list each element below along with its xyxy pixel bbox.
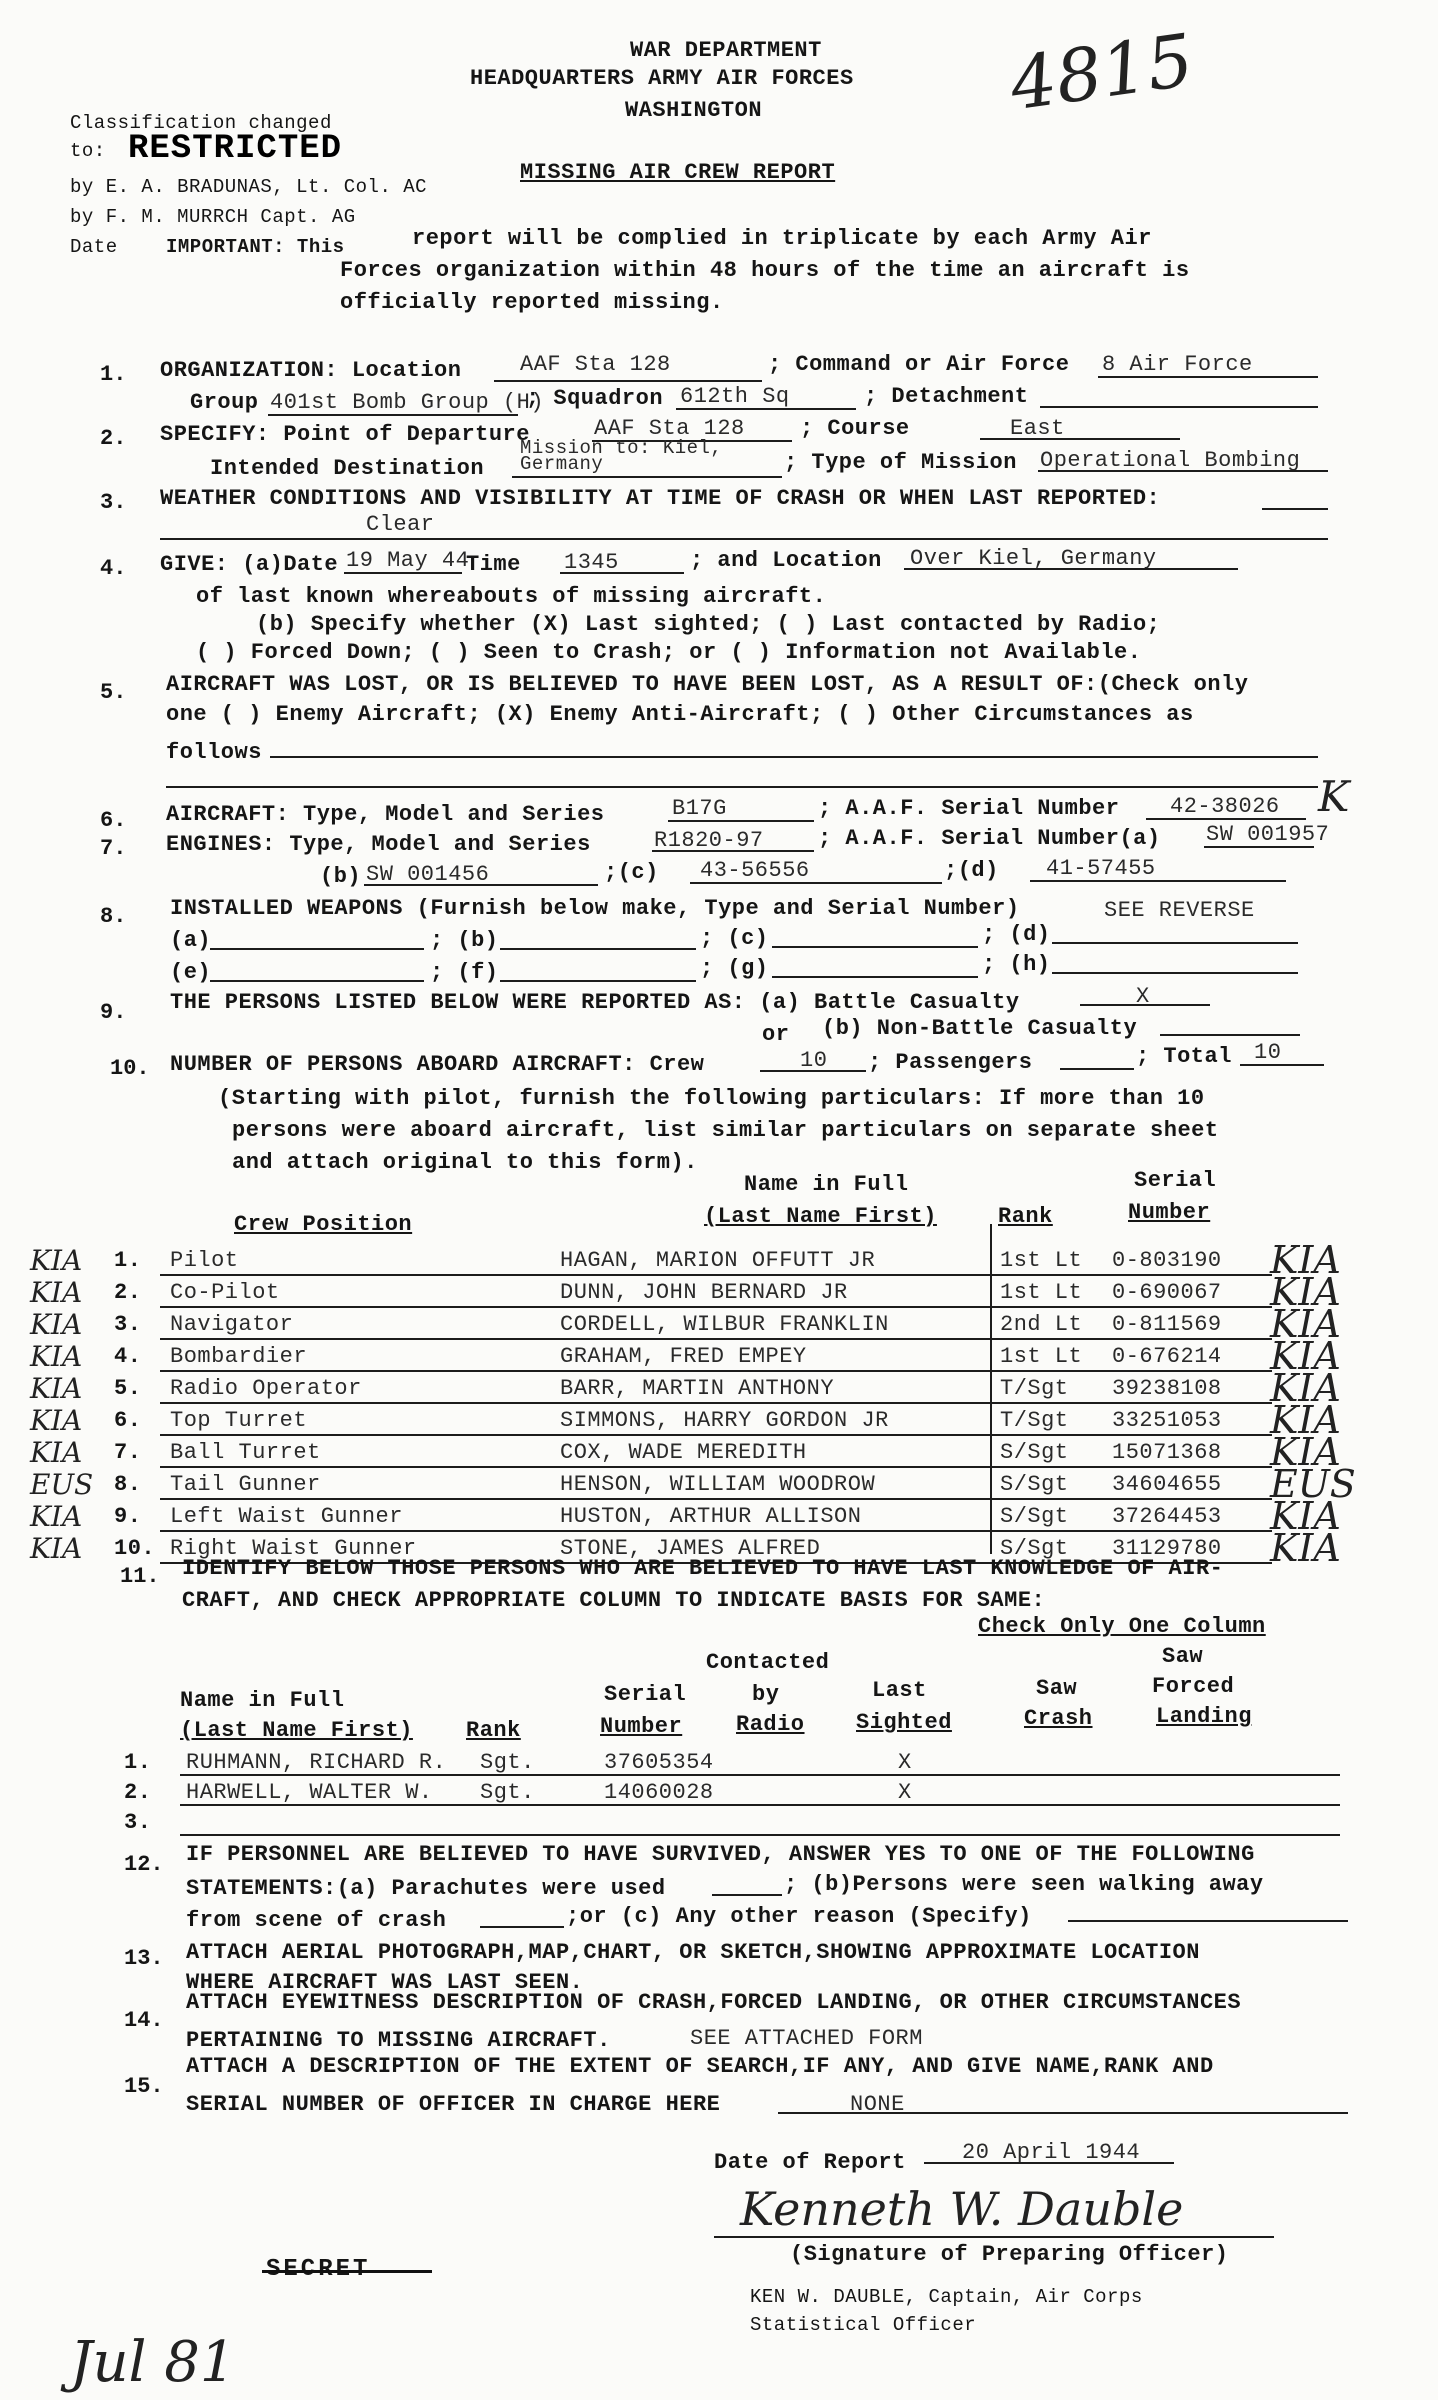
crew-name: HUSTON, ARTHUR ALLISON <box>560 1504 862 1529</box>
classification-to: to: <box>70 140 106 162</box>
item-5-line-b <box>166 786 1318 788</box>
signature-line <box>714 2236 1274 2238</box>
weapon-h-line <box>1052 972 1298 974</box>
battle-casualty-line <box>1080 1004 1210 1006</box>
course-line <box>980 438 1180 440</box>
crew-rank: S/Sgt <box>1000 1440 1069 1465</box>
crew-name: COX, WADE MEREDITH <box>560 1440 807 1465</box>
item-12-number: 12. <box>124 1852 164 1877</box>
loss-date: 19 May 44 <box>346 548 470 573</box>
loss-time: 1345 <box>564 550 619 575</box>
crew-name: GRAHAM, FRED EMPEY <box>560 1344 807 1369</box>
serial-header-bottom: Number <box>1128 1200 1211 1225</box>
knowledge-last-sighted: X <box>898 1780 912 1805</box>
item-10-line-3: persons were aboard aircraft, list similar particulars on separate sheet <box>232 1118 1219 1143</box>
survived-line-1: IF PERSONNEL ARE BELIEVED TO HAVE SURVIVED, ANSWER YES TO ONE OF THE FOLLOWING <box>186 1842 1255 1867</box>
course-label: ; Course <box>800 416 910 441</box>
crew-name: STONE, JAMES ALFRED <box>560 1536 821 1561</box>
weapon-b-line <box>500 948 696 950</box>
total-label: ; Total <box>1136 1044 1232 1069</box>
engine-type: R1820-97 <box>654 828 764 853</box>
crew-position: Pilot <box>170 1248 239 1273</box>
important-note: IMPORTANT: This <box>166 236 345 258</box>
item-10-line-4: and attach original to this form). <box>232 1150 698 1175</box>
classified-by-2: by F. M. MURRCH Capt. AG <box>70 206 356 228</box>
city-heading: WASHINGTON <box>625 98 763 123</box>
item-1-number: 1. <box>100 362 127 387</box>
survived-line-3b: ;or (c) Any other reason (Specify) <box>566 1904 1032 1929</box>
crew-line <box>760 1070 866 1072</box>
item-5-line <box>270 756 1318 758</box>
crew-row-number: 7. <box>114 1440 142 1465</box>
loss-location: Over Kiel, Germany <box>910 546 1157 571</box>
survived-line-2b: ; (b)Persons were seen walking away <box>784 1872 1264 1897</box>
signature-caption: (Signature of Preparing Officer) <box>790 2242 1229 2267</box>
instructions-2: Forces organization within 48 hours of the time an aircraft is <box>340 258 1190 283</box>
engine-c-line <box>690 882 942 884</box>
crew-serial: 33251053 <box>1112 1408 1222 1433</box>
time-line <box>560 572 684 574</box>
group-label: Group <box>190 390 259 415</box>
aircraft-label: AIRCRAFT: Type, Model and Series <box>166 802 605 827</box>
item-13-number: 13. <box>124 1946 164 1971</box>
date-line <box>344 572 462 574</box>
crew-status-note: KIA <box>1270 1270 1341 1314</box>
item-10-line-2: (Starting with pilot, furnish the following particulars: If more than 10 <box>218 1086 1205 1111</box>
location-line <box>494 380 762 382</box>
crew-position: Navigator <box>170 1312 294 1337</box>
crew-position: Co-Pilot <box>170 1280 280 1305</box>
aircraft-hand-mark: K <box>1318 772 1350 821</box>
rank-column-rule <box>990 1224 992 1554</box>
crew-row-number: 1. <box>114 1248 142 1273</box>
item-5-line-3: follows <box>166 740 262 765</box>
instructions-3: officially reported missing. <box>340 290 724 315</box>
crew-margin-note: KIA <box>30 1404 83 1437</box>
search-value: NONE <box>850 2092 905 2117</box>
crew-name: SIMMONS, HARRY GORDON JR <box>560 1408 889 1433</box>
hand-number: 4815 <box>1005 17 1199 127</box>
crew-rank: 2nd Lt <box>1000 1312 1083 1337</box>
crew-row-rule <box>160 1498 1272 1500</box>
engine-serial-a: SW 001957 <box>1206 822 1330 847</box>
department-heading: WAR DEPARTMENT <box>630 38 822 63</box>
command-line <box>1098 376 1318 378</box>
preparing-officer-name: KEN W. DAUBLE, Captain, Air Corps <box>750 2286 1143 2308</box>
total-count: 10 <box>1254 1040 1282 1065</box>
engine-d-label: ;(d) <box>944 858 999 883</box>
weapon-d-line <box>1052 942 1298 944</box>
crew-row-number: 5. <box>114 1376 142 1401</box>
weapon-f-label: ; (f) <box>430 960 499 985</box>
engine-b-line <box>364 884 598 886</box>
knowledge-last-sighted: X <box>898 1750 912 1775</box>
crew-name: CORDELL, WILBUR FRANKLIN <box>560 1312 889 1337</box>
weather-value: Clear <box>366 512 435 537</box>
k-radio-header-mid: by <box>752 1682 780 1707</box>
crew-rank: T/Sgt <box>1000 1376 1069 1401</box>
item-10-number: 10. <box>110 1056 150 1081</box>
item-15-number: 15. <box>124 2074 164 2099</box>
item-7-number: 7. <box>100 836 127 861</box>
other-reason-line <box>1068 1920 1348 1922</box>
crew-position: Radio Operator <box>170 1376 362 1401</box>
crew-row-rule <box>160 1402 1272 1404</box>
crew-serial: 0-811569 <box>1112 1312 1222 1337</box>
weapon-a-line <box>210 948 424 950</box>
knowledge-row-number: 1. <box>124 1750 152 1775</box>
crew-position: Ball Turret <box>170 1440 321 1465</box>
crew-position: Left Waist Gunner <box>170 1504 403 1529</box>
aircraft-type-line <box>668 820 814 822</box>
crew-rank: 1st Lt <box>1000 1344 1083 1369</box>
crew-rank: S/Sgt <box>1000 1536 1069 1561</box>
destination-value: Mission to: Kiel, Germany <box>520 437 723 475</box>
crew-status-note: KIA <box>1270 1398 1341 1442</box>
k-crash-header-top: Saw <box>1036 1676 1078 1701</box>
crew-status-note: KIA <box>1270 1430 1341 1474</box>
weather-line-1 <box>1262 508 1328 510</box>
crew-position: Bombardier <box>170 1344 308 1369</box>
k-forced-header-mid: Forced <box>1152 1674 1235 1699</box>
crew-rank: S/Sgt <box>1000 1472 1069 1497</box>
non-battle-line <box>1160 1034 1300 1036</box>
k-serial-header-bottom: Number <box>600 1714 683 1739</box>
aircraft-serial-line <box>1146 818 1306 820</box>
knowledge-row-number: 2. <box>124 1780 152 1805</box>
item-4-line-2: of last known whereabouts of missing aircraft. <box>196 584 827 609</box>
crew-margin-note: KIA <box>30 1244 83 1277</box>
weapon-g-label: ; (g) <box>700 956 769 981</box>
weapon-e-line <box>210 980 424 982</box>
aircraft-serial: 42-38026 <box>1170 794 1280 819</box>
crew-status-note: KIA <box>1270 1334 1341 1378</box>
instructions-1: report will be complied in triplicate by each Army Air <box>412 226 1152 251</box>
classified-by-1: by E. A. BRADUNAS, Lt. Col. AC <box>70 176 428 198</box>
crew-position: Top Turret <box>170 1408 308 1433</box>
item-9-number: 9. <box>100 1000 127 1025</box>
weather-line-2 <box>160 538 1328 540</box>
crew-serial: 15071368 <box>1112 1440 1222 1465</box>
engine-a-line <box>1204 846 1314 848</box>
secret-marking: SECRET <box>266 2256 371 2283</box>
knowledge-row-rule <box>180 1804 1340 1806</box>
crew-row-number: 6. <box>114 1408 142 1433</box>
classification-date-label: Date <box>70 236 118 258</box>
date-of-report-label: Date of Report <box>714 2150 906 2175</box>
form-title: MISSING AIR CREW REPORT <box>520 160 836 185</box>
crew-margin-note: KIA <box>30 1532 83 1565</box>
engine-serial-label: ; A.A.F. Serial Number(a) <box>818 826 1161 851</box>
loss-location-line <box>904 568 1238 570</box>
item-5-line-1: AIRCRAFT WAS LOST, OR IS BELIEVED TO HAVE BEEN LOST, AS A RESULT OF:(Check only <box>166 672 1249 697</box>
aircraft-type: B17G <box>672 796 727 821</box>
crew-name: HENSON, WILLIAM WOODROW <box>560 1472 876 1497</box>
crew-name: HAGAN, MARION OFFUTT JR <box>560 1248 876 1273</box>
k-sighted-header-bottom: Sighted <box>856 1710 952 1735</box>
crew-row-number: 4. <box>114 1344 142 1369</box>
engine-d-line <box>1030 880 1286 882</box>
crew-status-note: EUS <box>1270 1462 1356 1506</box>
crew-position: Tail Gunner <box>170 1472 321 1497</box>
search-line <box>778 2112 1348 2114</box>
organization-label: ORGANIZATION: Location <box>160 358 462 383</box>
weapon-a-label: (a) <box>170 928 212 953</box>
crew-name: DUNN, JOHN BERNARD JR <box>560 1280 848 1305</box>
photograph-line-2: WHERE AIRCRAFT WAS LAST SEEN. <box>186 1970 584 1995</box>
crew-serial: 34604655 <box>1112 1472 1222 1497</box>
knowledge-serial: 14060028 <box>604 1780 714 1805</box>
engine-b-label: (b) <box>320 864 362 889</box>
crew-margin-note: KIA <box>30 1500 83 1533</box>
engine-type-line <box>652 850 814 852</box>
weapon-c-label: ; (c) <box>700 926 769 951</box>
organization-location: AAF Sta 128 <box>520 352 671 377</box>
crew-rank: 1st Lt <box>1000 1248 1083 1273</box>
item-3-number: 3. <box>100 490 127 515</box>
hq-heading: HEADQUARTERS ARMY AIR FORCES <box>470 66 854 91</box>
item-5-number: 5. <box>100 680 127 705</box>
crew-margin-note: KIA <box>30 1276 83 1309</box>
casualty-or: or <box>762 1022 790 1047</box>
crew-serial: 0-690067 <box>1112 1280 1222 1305</box>
weapon-e-label: (e) <box>170 960 212 985</box>
aircraft-serial-label: ; A.A.F. Serial Number <box>818 796 1120 821</box>
secret-strike <box>262 2270 432 2273</box>
item-5-line-2: one ( ) Enemy Aircraft; (X) Enemy Anti-Aircraft; ( ) Other Circumstances as <box>166 702 1194 727</box>
crew-serial: 39238108 <box>1112 1376 1222 1401</box>
destination-label: Intended Destination <box>210 456 485 481</box>
knowledge-serial: 37605354 <box>604 1750 714 1775</box>
k-forced-header-top: Saw <box>1162 1644 1204 1669</box>
engine-serial-b: SW 001456 <box>366 862 490 887</box>
date-of-report-line <box>924 2162 1174 2164</box>
crew-row-number: 9. <box>114 1504 142 1529</box>
serial-header-top: Serial <box>1134 1168 1217 1193</box>
weapon-d-label: ; (d) <box>982 922 1051 947</box>
command-label: ; Command or Air Force <box>768 352 1070 377</box>
weapons-label: INSTALLED WEAPONS (Furnish below make, Type and Serial Number) <box>170 896 1020 921</box>
k-name-header-bottom: (Last Name First) <box>180 1718 413 1743</box>
crew-row-rule <box>160 1338 1272 1340</box>
preparing-officer-title: Statistical Officer <box>750 2314 977 2336</box>
non-battle-label: (b) Non-Battle Casualty <box>822 1016 1138 1041</box>
squadron-label: ; Squadron <box>526 386 664 411</box>
crew-row-rule <box>160 1306 1272 1308</box>
crew-row-rule <box>160 1530 1272 1532</box>
check-only-one-column: Check Only One Column <box>978 1614 1266 1639</box>
crew-count: 10 <box>800 1048 828 1073</box>
crew-serial: 31129780 <box>1112 1536 1222 1561</box>
knowledge-name: RUHMANN, RICHARD R. <box>186 1750 447 1775</box>
total-line <box>1240 1064 1324 1066</box>
destination-line <box>512 476 782 478</box>
scene-line <box>480 1926 564 1928</box>
k-name-header-top: Name in Full <box>180 1688 345 1713</box>
crew-margin-note: KIA <box>30 1372 83 1405</box>
passengers-line <box>1060 1068 1134 1070</box>
specify-label: SPECIFY: Point of Departure <box>160 422 530 447</box>
crew-row-number: 8. <box>114 1472 142 1497</box>
restricted-stamp: RESTRICTED <box>128 130 343 168</box>
eyewitness-line-2: PERTAINING TO MISSING AIRCRAFT. <box>186 2028 611 2053</box>
group-value: 401st Bomb Group (H) <box>270 390 545 415</box>
crew-status-note: KIA <box>1270 1238 1341 1282</box>
knowledge-rank: Sgt. <box>480 1780 535 1805</box>
crew-position: Right Waist Gunner <box>170 1536 417 1561</box>
engine-serial-d: 41-57455 <box>1046 856 1156 881</box>
k-crash-header-bottom: Crash <box>1024 1706 1093 1731</box>
crew-status-note: KIA <box>1270 1526 1341 1570</box>
k-radio-header-top: Contacted <box>706 1650 830 1675</box>
knowledge-row-rule <box>180 1774 1340 1776</box>
crew-row-rule <box>160 1434 1272 1436</box>
crew-margin-note: EUS <box>30 1468 94 1501</box>
crew-row-number: 3. <box>114 1312 142 1337</box>
hand-note-bottom: Jul 81 <box>70 2330 236 2395</box>
search-line-2: SERIAL NUMBER OF OFFICER IN CHARGE HERE <box>186 2092 721 2117</box>
battle-casualty-value: X <box>1136 984 1150 1009</box>
location-label-4: ; and Location <box>690 548 882 573</box>
crew-name: BARR, MARTIN ANTHONY <box>560 1376 835 1401</box>
crew-row-rule <box>160 1466 1272 1468</box>
weapon-f-line <box>500 980 696 982</box>
knowledge-line-1: IDENTIFY BELOW THOSE PERSONS WHO ARE BELIEVED TO HAVE LAST KNOWLEDGE OF AIR- <box>182 1556 1224 1581</box>
crew-serial: 37264453 <box>1112 1504 1222 1529</box>
crew-row-rule <box>160 1274 1272 1276</box>
item-14-number: 14. <box>124 2008 164 2033</box>
item-8-number: 8. <box>100 904 127 929</box>
item-4-line-4: ( ) Forced Down; ( ) Seen to Crash; or ( ) Information not Available. <box>196 640 1142 665</box>
item-6-number: 6. <box>100 808 127 833</box>
photograph-line-1: ATTACH AERIAL PHOTOGRAPH,MAP,CHART, OR SKETCH,SHOWING APPROXIMATE LOCATION <box>186 1940 1200 1965</box>
weapon-c-line <box>772 946 978 948</box>
time-label: Time <box>466 552 521 577</box>
persons-reported-label: THE PERSONS LISTED BELOW WERE REPORTED AS: (a) Battle Casualty <box>170 990 1020 1015</box>
k-forced-header-bottom: Landing <box>1156 1704 1252 1729</box>
survived-line-3a: from scene of crash <box>186 1908 447 1933</box>
weather-label: WEATHER CONDITIONS AND VISIBILITY AT TIME OF CRASH OR WHEN LAST REPORTED: <box>160 486 1161 511</box>
crew-position-header: Crew Position <box>234 1212 413 1237</box>
name-header-top: Name in Full <box>744 1172 909 1197</box>
knowledge-name: HARWELL, WALTER W. <box>186 1780 433 1805</box>
parachutes-line <box>712 1894 782 1896</box>
detachment-label: ; Detachment <box>864 384 1029 409</box>
see-attached-form: SEE ATTACHED FORM <box>690 2026 923 2051</box>
k-rank-header: Rank <box>466 1718 521 1743</box>
crew-margin-note: KIA <box>30 1340 83 1373</box>
knowledge-row-number: 3. <box>124 1810 152 1835</box>
crew-row-number: 2. <box>114 1280 142 1305</box>
knowledge-line-2: CRAFT, AND CHECK APPROPRIATE COLUMN TO INDICATE BASIS FOR SAME: <box>182 1588 1046 1613</box>
knowledge-rank: Sgt. <box>480 1750 535 1775</box>
k-serial-header-top: Serial <box>604 1682 687 1707</box>
item-4-line-3: (b) Specify whether (X) Last sighted; ( ) Last contacted by Radio; <box>256 612 1161 637</box>
crew-serial: 0-676214 <box>1112 1344 1222 1369</box>
crew-rank: S/Sgt <box>1000 1504 1069 1529</box>
engine-serial-c: 43-56556 <box>700 858 810 883</box>
crew-status-note: KIA <box>1270 1366 1341 1410</box>
classification-changed: Classification changed <box>70 112 332 134</box>
k-sighted-header-top: Last <box>872 1678 927 1703</box>
detachment-line <box>1040 406 1318 408</box>
crew-status-note: KIA <box>1270 1494 1341 1538</box>
name-header-bottom: (Last Name First) <box>704 1204 937 1229</box>
weapon-g-line <box>772 976 978 978</box>
give-date-label: GIVE: (a)Date <box>160 552 339 577</box>
preparing-officer-signature: Kenneth W. Dauble <box>740 2182 1184 2236</box>
search-line-1: ATTACH A DESCRIPTION OF THE EXTENT OF SEARCH,IF ANY, AND GIVE NAME,RANK AND <box>186 2054 1214 2079</box>
weapons-see-reverse: SEE REVERSE <box>1104 898 1255 923</box>
survived-line-2a: STATEMENTS:(a) Parachutes were used <box>186 1876 666 1901</box>
knowledge-row-rule <box>180 1834 1340 1836</box>
k-radio-header-bottom: Radio <box>736 1712 805 1737</box>
eyewitness-line-1: ATTACH EYEWITNESS DESCRIPTION OF CRASH,FORCED LANDING, OR OTHER CIRCUMSTANCES <box>186 1990 1242 2015</box>
item-2-number: 2. <box>100 426 127 451</box>
crew-row-rule <box>160 1370 1272 1372</box>
engine-c-label: ;(c) <box>604 860 659 885</box>
mission-type-label: ; Type of Mission <box>784 450 1017 475</box>
crew-rank: 1st Lt <box>1000 1280 1083 1305</box>
rank-header: Rank <box>998 1204 1053 1229</box>
squadron-line <box>676 408 856 410</box>
crew-status-note: KIA <box>1270 1302 1341 1346</box>
item-11-number: 11. <box>120 1564 160 1589</box>
engines-label: ENGINES: Type, Model and Series <box>166 832 591 857</box>
crew-rank: T/Sgt <box>1000 1408 1069 1433</box>
course-value: East <box>1010 416 1065 441</box>
group-line <box>268 414 518 416</box>
weapon-h-label: ; (h) <box>982 952 1051 977</box>
crew-margin-note: KIA <box>30 1308 83 1341</box>
weapon-b-label: ; (b) <box>430 928 499 953</box>
date-of-report: 20 April 1944 <box>962 2140 1141 2165</box>
squadron-value: 612th Sq <box>680 384 790 409</box>
crew-margin-note: KIA <box>30 1436 83 1469</box>
persons-aboard-label: NUMBER OF PERSONS ABOARD AIRCRAFT: Crew <box>170 1052 705 1077</box>
item-4-number: 4. <box>100 556 127 581</box>
mission-type-value: Operational Bombing <box>1040 448 1301 473</box>
crew-row-number: 10. <box>114 1536 156 1561</box>
crew-serial: 0-803190 <box>1112 1248 1222 1273</box>
departure-value: AAF Sta 128 <box>594 416 745 441</box>
command-value: 8 Air Force <box>1102 352 1253 377</box>
passengers-label: ; Passengers <box>868 1050 1033 1075</box>
mission-line <box>1038 470 1328 472</box>
